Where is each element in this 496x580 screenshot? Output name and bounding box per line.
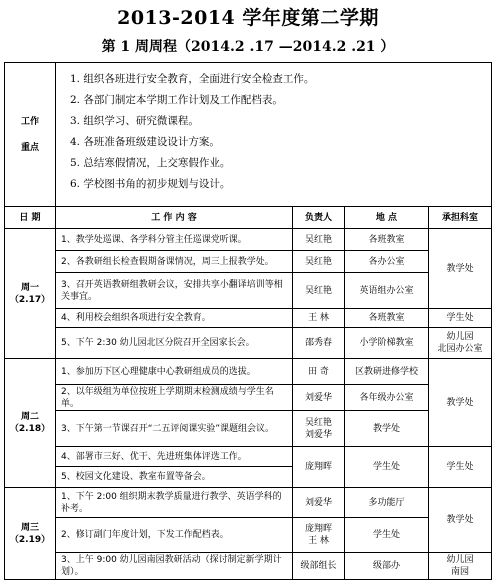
task-cell: 3、上午 9:00 幼儿园南园教研活动（探讨制定新学期计划）。 — [56, 553, 293, 580]
task-cell: 5、下午 2:30 幼儿园北区分院召开全园家长会。 — [56, 328, 293, 359]
owner-cell: 庞翔晖 — [293, 447, 345, 488]
focus-item: 2. 各部门制定本学期工作计划及工作配档表。 — [70, 94, 283, 106]
dept-cell: 幼儿园 北园办公室 — [429, 328, 492, 359]
place-cell: 级部办 — [345, 553, 429, 580]
dept-cell: 教学处 — [429, 229, 492, 309]
dept-cell: 学生处 — [429, 447, 492, 488]
focus-label-cell — [5, 63, 56, 207]
place-cell: 学生处 — [345, 518, 429, 553]
day-date: （2.19） — [9, 534, 51, 545]
owner-cell: 邵秀春 — [293, 328, 345, 359]
task-cell: 1、参加历下区心理健康中心教研组成员的选拔。 — [56, 359, 293, 385]
owner-cell: 王 林 — [293, 309, 345, 328]
place-cell: 多功能厅 — [345, 488, 429, 518]
table-row — [5, 251, 492, 273]
owner-cell: 吴红艳 — [293, 251, 345, 273]
day-cell-tuesday — [5, 359, 56, 488]
task-cell: 2、修订副门年度计划，下发工作配档表。 — [56, 518, 293, 553]
focus-item: 6. 学校图书角的初步规划与设计。 — [70, 178, 231, 190]
table-row — [5, 553, 492, 580]
focus-item: 1. 组织各班进行安全教育，全面进行安全检查工作。 — [70, 73, 315, 85]
owner-cell: 刘爱华 — [293, 488, 345, 518]
header-content: 工 作 内 容 — [56, 207, 293, 229]
table-row — [5, 518, 492, 553]
table-row — [5, 328, 492, 359]
day-date: （2.17） — [9, 294, 51, 305]
task-cell: 3、下午第一节课召开“二五评阅课实验”课题组会议。 — [56, 411, 293, 447]
place-cell: 区教研进修学校 — [345, 359, 429, 385]
task-cell: 1、教学处巡课、各学科分管主任巡课党听课。 — [56, 229, 293, 251]
place-cell: 教学处 — [345, 411, 429, 447]
dept-cell: 学生处 — [429, 309, 492, 328]
table-row — [5, 447, 492, 467]
dept-cell: 幼儿园 南园 — [429, 553, 492, 580]
place-cell: 各办公室 — [345, 251, 429, 273]
owner-cell: 吴红艳 — [293, 273, 345, 309]
focus-label-line2: 重点 — [20, 142, 39, 153]
header-row — [5, 207, 492, 229]
header-dept: 承担科室 — [429, 207, 492, 229]
task-cell: 2、各教研组长检查假期备课情况，周三上报教学处。 — [56, 251, 293, 273]
page-title: 2013-2014 学年度第二学期 — [117, 7, 379, 29]
focus-row — [5, 63, 492, 207]
day-name: 周三 — [20, 522, 39, 533]
header-place: 地 点 — [345, 207, 429, 229]
table-row — [5, 309, 492, 328]
day-name: 周二 — [20, 412, 39, 422]
owner-cell: 级部组长 — [293, 553, 345, 580]
table-row — [5, 488, 492, 518]
task-cell: 3、召开英语教研组教研会议，安排共享小翻译培训等相关事宜。 — [56, 273, 293, 309]
focus-label-line1: 工作 — [20, 116, 39, 127]
place-cell: 各年级办公室 — [345, 385, 429, 411]
owner-cell: 吴红艳 — [293, 229, 345, 251]
task-cell: 5、校园文化建设、教室布置等备会。 — [56, 467, 293, 488]
task-cell: 2、以年级组为单位按班上学期期末检测成绩与学生名单。 — [56, 385, 293, 411]
task-cell: 4、部署市三好、优干、先进班集体评选工作。 — [56, 447, 293, 467]
task-cell: 1、下午 2:00 组织期末教学质量进行教学、英语学科的补考。 — [56, 488, 293, 518]
place-cell: 英语组办公室 — [345, 273, 429, 309]
schedule-table — [4, 62, 492, 580]
header-date: 日 期 — [5, 207, 56, 229]
week-subtitle: 第 1 周周程（2014.2 .17 —2014.2 .21 ） — [101, 39, 395, 55]
place-cell: 小学阶梯教室 — [345, 328, 429, 359]
day-date: （2.18） — [9, 424, 51, 434]
table-row — [5, 229, 492, 251]
place-cell: 各班教室 — [345, 229, 429, 251]
owner-cell: 庞翔晖 王 林 — [293, 518, 345, 553]
table-row — [5, 273, 492, 309]
focus-item: 4. 各班准备班级建设设计方案。 — [70, 136, 220, 148]
place-cell: 各班教室 — [345, 309, 429, 328]
focus-list — [56, 63, 492, 207]
header-owner: 负责人 — [293, 207, 345, 229]
table-row — [5, 411, 492, 447]
day-name: 周一 — [20, 282, 39, 293]
dept-cell: 教学处 — [429, 488, 492, 553]
owner-cell: 吴红艳 刘爱华 — [293, 411, 345, 447]
focus-item: 3. 组织学习、研究微课程。 — [70, 115, 199, 127]
owner-cell: 田 奇 — [293, 359, 345, 385]
dept-cell: 教学处 — [429, 359, 492, 447]
table-row — [5, 359, 492, 385]
table-row — [5, 385, 492, 411]
owner-cell: 刘爱华 — [293, 385, 345, 411]
task-cell: 4、利用校会组织各项进行安全教育。 — [56, 309, 293, 328]
place-cell: 学生处 — [345, 447, 429, 488]
day-cell-wednesday — [5, 488, 56, 580]
focus-item: 5. 总结寒假情况，上交寒假作业。 — [70, 157, 231, 169]
day-cell-monday — [5, 229, 56, 359]
